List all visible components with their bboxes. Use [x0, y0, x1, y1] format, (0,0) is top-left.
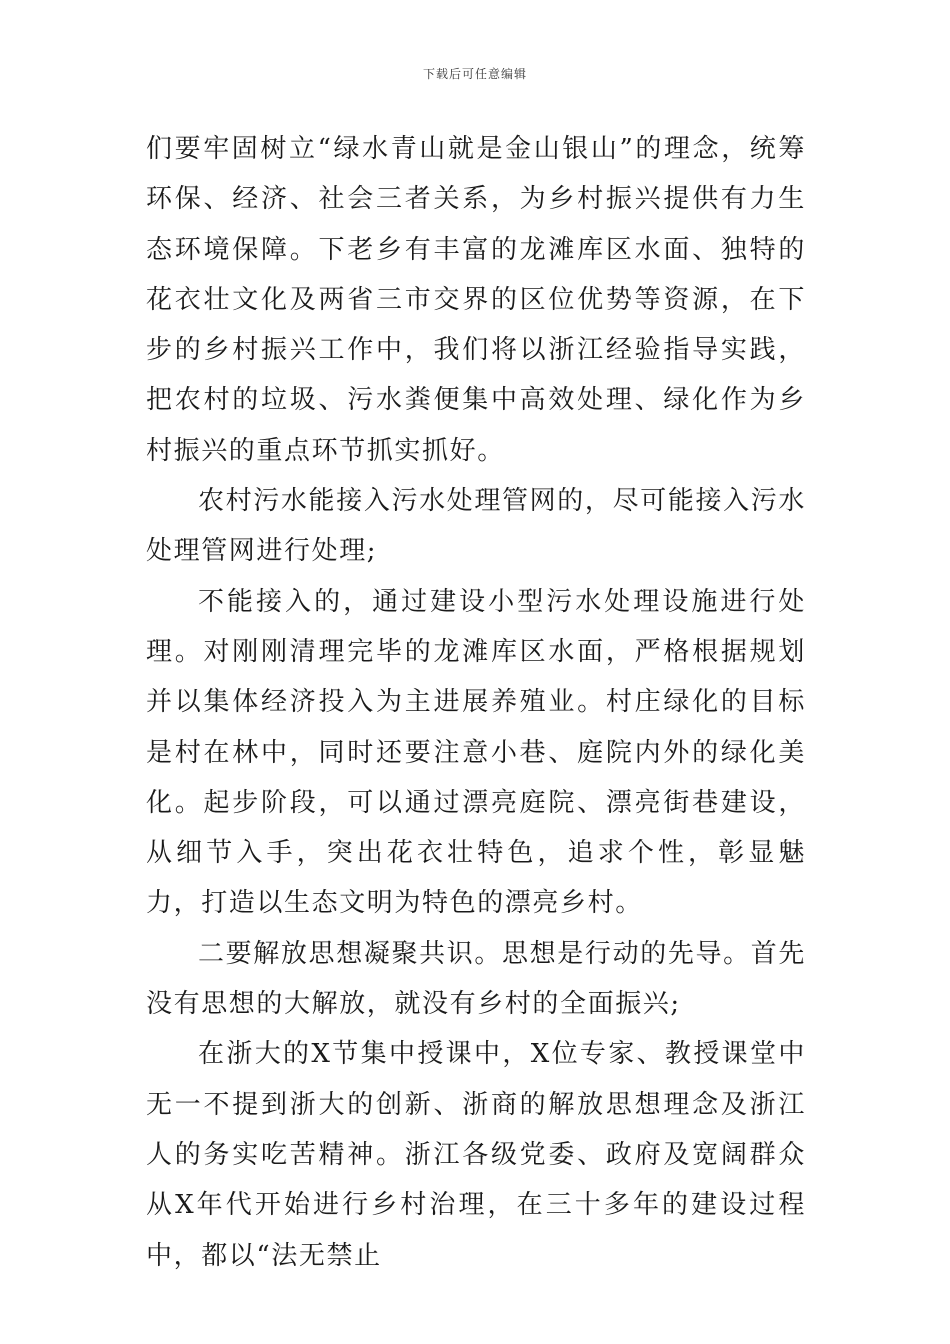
paragraph-1: 们要牢固树立“绿水青山就是金山银山”的理念，统筹环保、经济、社会三者关系，为乡村振兴提供有力生态环境保障。下老乡有丰富的龙滩库区水面、独特的花衣壮文化及两省三市交界的区位优势等资源，在下步的乡村振兴工作中，我们将以浙江经验指导实践，把农村的垃圾、污水粪便集中高效处理、绿化作为乡村振兴的重点环节抓实抓好。 — [146, 134, 806, 466]
document-body — [146, 124, 806, 1281]
paragraph-5: 在浙大的X节集中授课中，X位专家、教授课堂中无一不提到浙大的创新、浙商的解放思想理念及浙江人的务实吃苦精神。浙江各级党委、政府及宽阔群众从X年代开始进行乡村治理，在三十多年的建设过程中，都以“法无禁止 — [146, 1039, 806, 1271]
paragraph-3: 不能接入的，通过建设小型污水处理设施进行处理。对刚刚清理完毕的龙滩库区水面，严格根据规划并以集体经济投入为主进展养殖业。村庄绿化的目标是村在林中，同时还要注意小巷、庭院内外的绿化美化。起步阶段，可以通过漂亮庭院、漂亮街巷建设，从细节入手，突出花衣壮特色，追求个性，彰显魅力，打造以生态文明为特色的漂亮乡村。 — [146, 586, 806, 919]
paragraph-4: 二要解放思想凝聚共识。思想是行动的先导。首先没有思想的大解放，就没有乡村的全面振兴; — [146, 938, 806, 1020]
page-header: 下载后可任意编辑 — [422, 67, 527, 81]
paragraph-2: 农村污水能接入污水处理管网的，尽可能接入污水处理管网进行处理; — [146, 486, 806, 567]
